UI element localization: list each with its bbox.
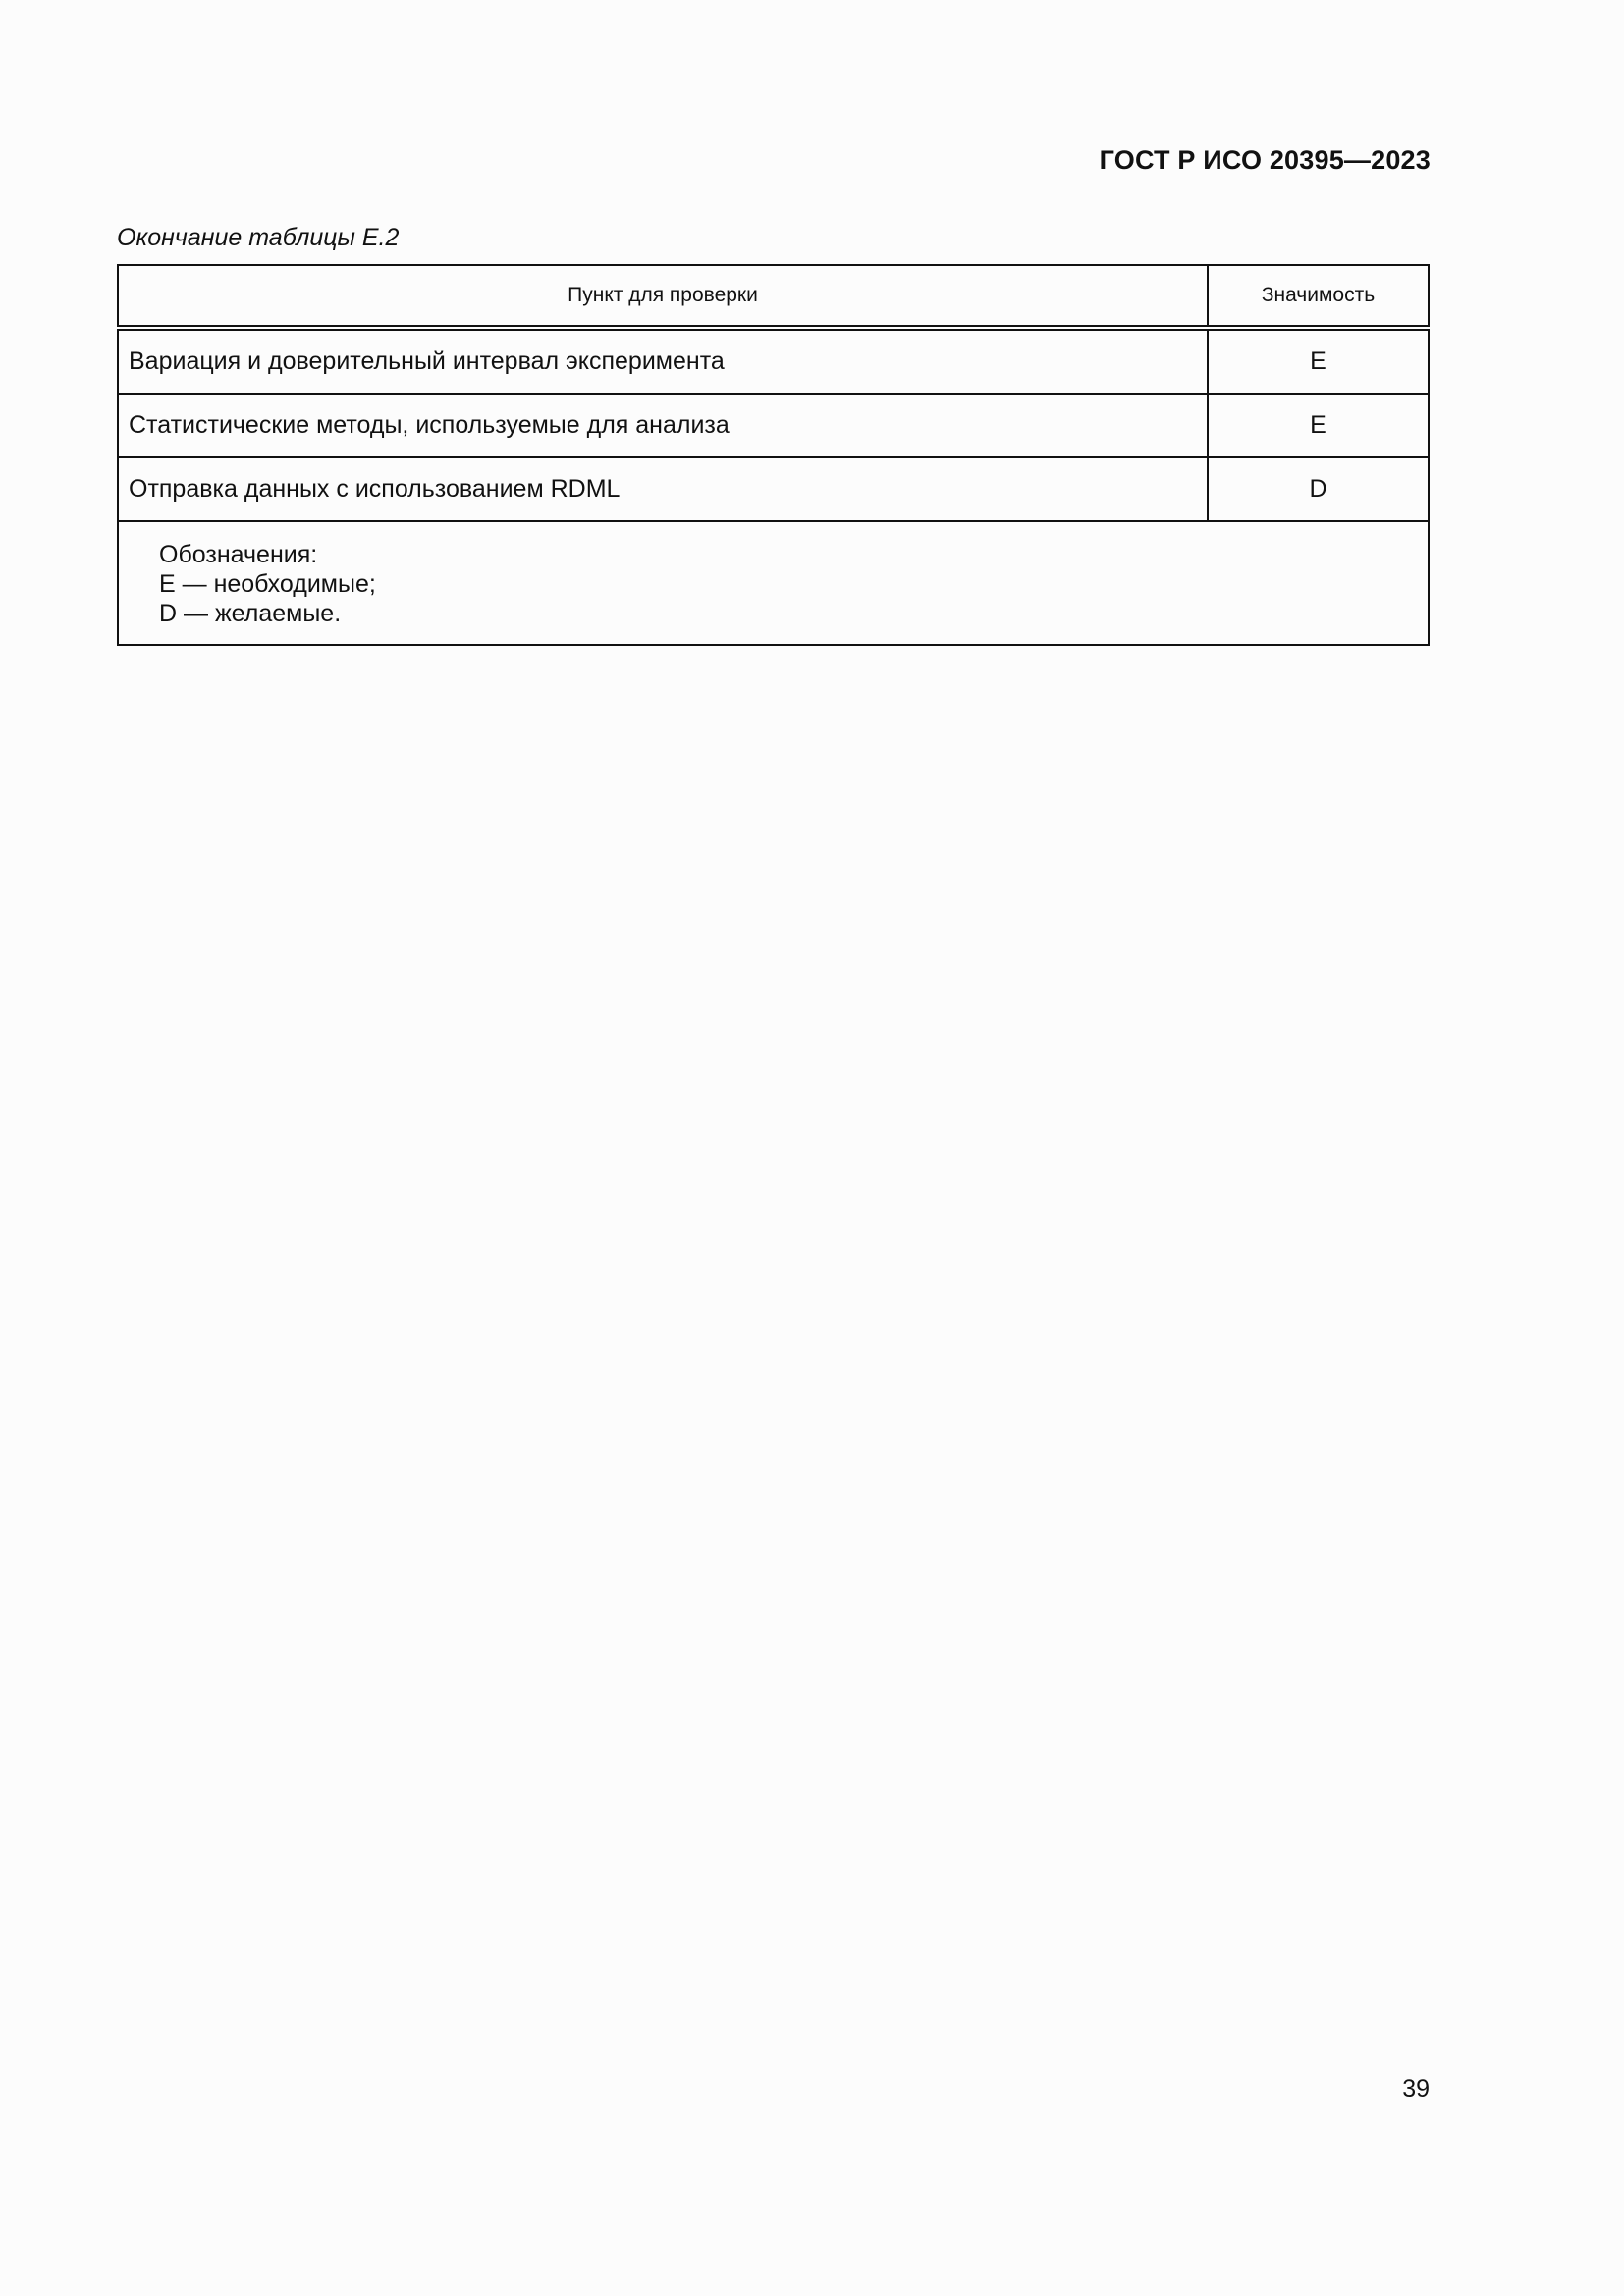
table-caption: Окончание таблицы Е.2 xyxy=(117,224,400,251)
legend-note xyxy=(118,521,1429,645)
row-item-cell: Вариация и доверительный интервал эксперимента xyxy=(118,328,1208,394)
legend-line: E — необходимые; xyxy=(159,570,376,598)
row-significance-cell: D xyxy=(1208,457,1429,521)
row-item-cell: Статистические методы, используемые для анализа xyxy=(118,394,1208,457)
page-number: 39 xyxy=(1402,2075,1430,2103)
legend-title: Обозначения: xyxy=(159,541,318,568)
document-code: ГОСТ Р ИСО 20395—2023 xyxy=(1099,145,1431,175)
column-header-item: Пункт для проверки xyxy=(118,265,1208,328)
row-significance-cell: E xyxy=(1208,328,1429,394)
requirements-table xyxy=(117,264,1430,646)
row-significance-cell: E xyxy=(1208,394,1429,457)
legend-line: D — желаемые. xyxy=(159,600,342,627)
table-row xyxy=(118,394,1429,457)
table-header-row xyxy=(118,265,1429,328)
table-row xyxy=(118,457,1429,521)
column-header-significance: Значимость xyxy=(1208,265,1429,328)
table-row xyxy=(118,328,1429,394)
table-note-row xyxy=(118,521,1429,645)
row-item-cell: Отправка данных с использованием RDML xyxy=(118,457,1208,521)
